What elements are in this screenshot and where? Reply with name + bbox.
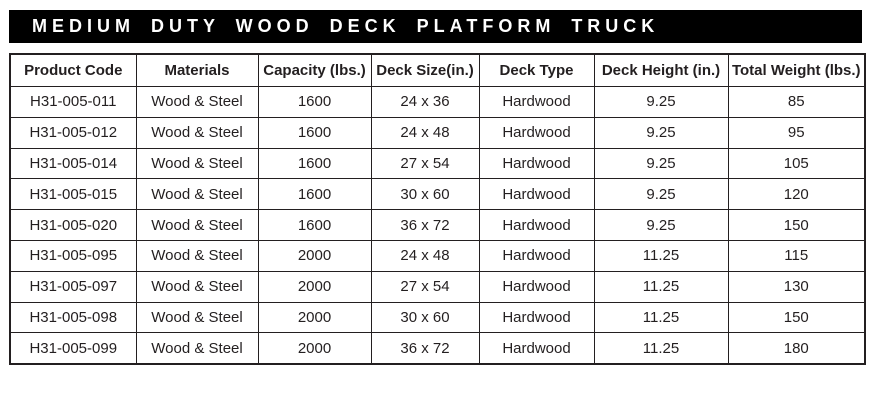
table-cell: 1600	[258, 179, 371, 210]
table-cell: Hardwood	[479, 87, 594, 118]
table-cell: 2000	[258, 271, 371, 302]
table-cell: 11.25	[594, 302, 728, 333]
table-cell: 9.25	[594, 148, 728, 179]
table-cell: Wood & Steel	[136, 210, 258, 241]
table-row	[10, 302, 865, 333]
table-row	[10, 271, 865, 302]
table-cell: Hardwood	[479, 148, 594, 179]
table-cell: Wood & Steel	[136, 148, 258, 179]
table-cell: 130	[728, 271, 865, 302]
table-cell: 11.25	[594, 333, 728, 364]
table-cell: 30 x 60	[371, 179, 479, 210]
table-cell: 95	[728, 117, 865, 148]
table-row	[10, 179, 865, 210]
table-cell: 1600	[258, 148, 371, 179]
table-cell: 1600	[258, 87, 371, 118]
table-cell: 9.25	[594, 117, 728, 148]
table-row	[10, 117, 865, 148]
table-cell: H31-005-098	[10, 302, 136, 333]
table-cell: Wood & Steel	[136, 179, 258, 210]
table-row	[10, 210, 865, 241]
table-cell: 24 x 48	[371, 117, 479, 148]
table-cell: Wood & Steel	[136, 87, 258, 118]
table-cell: 30 x 60	[371, 302, 479, 333]
table-cell: 24 x 48	[371, 240, 479, 271]
table-cell: Hardwood	[479, 240, 594, 271]
table-row	[10, 333, 865, 364]
table-cell: 2000	[258, 333, 371, 364]
table-cell: 105	[728, 148, 865, 179]
column-header: Deck Size(in.)	[371, 54, 479, 87]
table-cell: 11.25	[594, 271, 728, 302]
table-cell: 1600	[258, 117, 371, 148]
table-cell: 36 x 72	[371, 210, 479, 241]
table-cell: H31-005-020	[10, 210, 136, 241]
spec-table-body	[10, 87, 865, 365]
table-cell: 24 x 36	[371, 87, 479, 118]
table-cell: 9.25	[594, 179, 728, 210]
page-title: MEDIUM DUTY WOOD DECK PLATFORM TRUCK	[32, 16, 660, 36]
table-cell: Hardwood	[479, 271, 594, 302]
table-cell: 85	[728, 87, 865, 118]
table-cell: H31-005-095	[10, 240, 136, 271]
column-header: Deck Type	[479, 54, 594, 87]
table-row	[10, 87, 865, 118]
table-cell: 180	[728, 333, 865, 364]
table-cell: Wood & Steel	[136, 271, 258, 302]
column-header: Total Weight (lbs.)	[728, 54, 865, 87]
table-cell: 9.25	[594, 210, 728, 241]
table-cell: H31-005-015	[10, 179, 136, 210]
table-cell: Hardwood	[479, 302, 594, 333]
spec-table	[9, 53, 866, 365]
table-cell: Hardwood	[479, 333, 594, 364]
table-cell: 27 x 54	[371, 148, 479, 179]
table-cell: 9.25	[594, 87, 728, 118]
table-cell: 36 x 72	[371, 333, 479, 364]
table-cell: Hardwood	[479, 179, 594, 210]
table-cell: 11.25	[594, 240, 728, 271]
table-cell: 115	[728, 240, 865, 271]
column-header: Materials	[136, 54, 258, 87]
table-cell: 2000	[258, 240, 371, 271]
table-cell: Wood & Steel	[136, 117, 258, 148]
table-cell: Hardwood	[479, 117, 594, 148]
table-row	[10, 148, 865, 179]
header-row	[10, 54, 865, 87]
section-title-bar	[9, 10, 862, 43]
spec-table-head	[10, 54, 865, 87]
table-cell: Hardwood	[479, 210, 594, 241]
table-cell: 27 x 54	[371, 271, 479, 302]
column-header: Product Code	[10, 54, 136, 87]
table-cell: Wood & Steel	[136, 333, 258, 364]
table-cell: 1600	[258, 210, 371, 241]
table-row	[10, 240, 865, 271]
table-cell: 120	[728, 179, 865, 210]
table-cell: H31-005-014	[10, 148, 136, 179]
table-cell: H31-005-097	[10, 271, 136, 302]
table-cell: 150	[728, 210, 865, 241]
table-cell: H31-005-099	[10, 333, 136, 364]
table-cell: Wood & Steel	[136, 240, 258, 271]
table-cell: 2000	[258, 302, 371, 333]
table-cell: 150	[728, 302, 865, 333]
table-cell: H31-005-012	[10, 117, 136, 148]
column-header: Deck Height (in.)	[594, 54, 728, 87]
column-header: Capacity (lbs.)	[258, 54, 371, 87]
table-cell: Wood & Steel	[136, 302, 258, 333]
table-cell: H31-005-011	[10, 87, 136, 118]
